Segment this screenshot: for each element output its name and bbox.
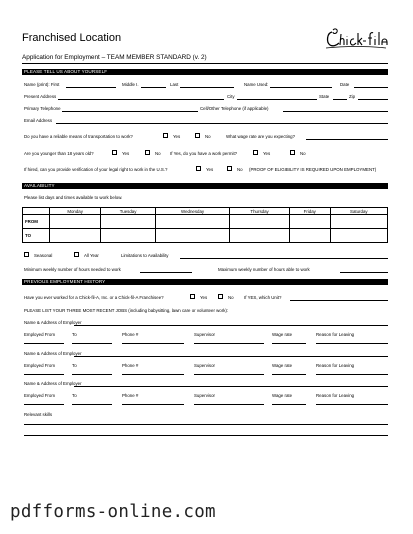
worked-no-checkbox[interactable] [218,294,223,299]
day-header: Monday [50,208,101,215]
list-jobs-instruction: PLEASE LIST YOUR THREE MOST RECENT JOBS (including babysitting, lawn care or volunteer work): [24,308,229,313]
employed-from-field[interactable] [24,404,64,405]
min-hours-label: Minimum weekly number of hours needed to work [24,267,121,272]
which-unit-label: If YES, which Unit? [244,295,282,300]
employed-from-field[interactable] [24,343,64,344]
present-address-label: Present Address [24,94,57,99]
phone-label: Phone # [122,393,139,398]
employer-name-field[interactable] [74,356,388,357]
verify-question: If hired, can you provide verification of your legal right to work in the U.S.? [24,167,168,172]
last-name-label: Last [170,82,179,87]
city-field[interactable] [237,99,317,100]
email-label: Email Address [24,118,53,123]
middle-initial-label: Middle I. [122,82,139,87]
wage-rate-field[interactable] [272,404,306,405]
from-label: FROM [23,215,50,229]
relevant-skills-label: Relevant skills [24,412,53,417]
availability-table [22,207,388,243]
day-header: Wednesday [155,208,229,215]
under18-yes-checkbox[interactable] [112,150,117,155]
proof-note: (PROOF OF ELIGIBILITY IS REQUIRED UPON EMPLOYMENT) [249,167,377,172]
wage-rate-label: Wage rate [272,363,293,368]
employer-name-label: Name & Address of Employer [24,381,82,386]
state-label: State [319,94,330,99]
limitations-label: Limitations to Availability [121,253,169,258]
supervisor-label: Supervisor [194,363,215,368]
from-cell[interactable] [289,215,330,229]
to-field[interactable] [72,404,112,405]
permit-no-label: No [300,151,306,156]
transport-question: Do you have a reliable means of transportation to work? [24,134,133,139]
reason-field[interactable] [316,374,388,375]
middle-initial-field[interactable] [141,87,166,88]
cell-phone-label: Cell/Other Telephone (if applicable) [200,106,269,111]
cell-phone-field[interactable] [283,111,388,112]
day-header: Saturday [330,208,387,215]
employed-from-field[interactable] [24,374,64,375]
page-title: Franchised Location [22,32,122,44]
employed-from-label: Employed From [24,363,55,368]
wage-rate-label: Wage rate [272,332,293,337]
corner-cell [23,208,50,215]
employed-from-label: Employed From [24,332,55,337]
to-label: To [72,393,77,398]
date-label: Date [340,82,350,87]
state-field[interactable] [333,99,347,100]
employed-from-label: Employed From [24,393,55,398]
all-year-checkbox[interactable] [74,252,79,257]
under18-yes-label: Yes [122,151,130,156]
wage-rate-field[interactable] [272,374,306,375]
to-field[interactable] [72,343,112,344]
wage-rate-label: Wage rate [272,393,293,398]
wage-expect-label: What wage rate are you expecting? [226,134,296,139]
chick-fil-a-logo [324,28,388,50]
phone-field[interactable] [122,374,184,375]
reason-label: Reason for Leaving [316,393,355,398]
employer-name-label: Name & Address of Employer [24,351,82,356]
reason-label: Reason for Leaving [316,363,355,368]
primary-phone-field[interactable] [62,111,198,112]
supervisor-label: Supervisor [194,332,215,337]
from-cell[interactable] [50,215,101,229]
max-hours-label: Maximum weekly number of hours able to work [218,267,310,272]
permit-no-checkbox[interactable] [290,150,295,155]
employer-name-field[interactable] [74,325,388,326]
relevant-skills-line[interactable] [24,435,388,436]
under18-no-label: No [155,151,161,156]
to-label: To [72,332,77,337]
present-address-field[interactable] [58,99,224,100]
reason-field[interactable] [316,404,388,405]
work-permit-question: If Yes, do you have a work permit? [170,151,238,156]
from-cell[interactable] [330,215,387,229]
to-label: TO [23,229,50,243]
verify-no-label: No [237,167,243,172]
verify-no-checkbox[interactable] [227,166,232,171]
supervisor-field[interactable] [194,343,264,344]
day-header: Tuesday [101,208,156,215]
verify-yes-checkbox[interactable] [196,166,201,171]
max-hours-field[interactable] [340,272,388,273]
transport-yes-checkbox[interactable] [163,133,168,138]
to-cell[interactable] [50,229,101,243]
seasonal-checkbox[interactable] [24,252,29,257]
seasonal-label: Seasonal [34,253,53,258]
to-field[interactable] [72,374,112,375]
worked-yes-label: Yes [200,295,208,300]
phone-field[interactable] [122,404,184,405]
first-name-label: Name (print): First [24,82,60,87]
first-name-field[interactable] [66,87,116,88]
name-used-label: Name Used: [244,82,269,87]
day-header: Friday [289,208,330,215]
permit-yes-checkbox[interactable] [253,150,258,155]
reason-field[interactable] [316,343,388,344]
to-cell[interactable] [101,229,156,243]
transport-yes-label: Yes [173,134,181,139]
phone-field[interactable] [122,343,184,344]
name-used-field[interactable] [270,87,332,88]
phone-label: Phone # [122,332,139,337]
section-header-previous: PREVIOUS EMPLOYMENT HISTORY [22,279,388,285]
to-cell[interactable] [330,229,387,243]
permit-yes-label: Yes [263,151,271,156]
relevant-skills-line[interactable] [24,424,388,425]
to-cell[interactable] [230,229,290,243]
worked-yes-checkbox[interactable] [190,294,195,299]
supervisor-field[interactable] [194,404,264,405]
employer-name-label: Name & Address of Employer [24,320,82,325]
zip-label: Zip [349,94,356,99]
transport-no-label: No [205,134,211,139]
phone-label: Phone # [122,363,139,368]
transport-no-checkbox[interactable] [195,133,200,138]
under18-question: Are you younger than 18 years old? [24,151,94,156]
last-name-field[interactable] [180,87,234,88]
section-header-availability: AVAILABILITY [22,183,388,189]
wage-expect-field[interactable] [306,139,388,140]
to-cell[interactable] [155,229,229,243]
to-cell[interactable] [289,229,330,243]
availability-instruction: Please list days and times available to work below. [24,195,123,200]
employer-name-field[interactable] [74,386,388,387]
supervisor-label: Supervisor [194,393,215,398]
divider [22,63,388,64]
reason-label: Reason for Leaving [316,332,355,337]
email-field[interactable] [56,123,388,124]
zip-field[interactable] [358,99,388,100]
worked-question: Have you ever worked for a Chick-fil-A, Inc. or a Chick-fil-A Franchisee? [24,295,164,300]
watermark-text: pdfforms-online.com [10,502,216,522]
min-hours-field[interactable] [140,272,192,273]
verify-yes-label: Yes [206,167,214,172]
wage-rate-field[interactable] [272,343,306,344]
section-header-about: PLEASE TELL US ABOUT YOURSELF [22,69,388,75]
city-label: City [227,94,235,99]
under18-no-checkbox[interactable] [145,150,150,155]
all-year-label: All Year [84,253,99,258]
form-subtitle: Application for Employment – TEAM MEMBER STANDARD (v. 2) [22,54,207,61]
limitations-field[interactable] [180,258,388,259]
supervisor-field[interactable] [194,374,264,375]
day-header: Thursday [230,208,290,215]
primary-phone-label: Primary Telephone [24,106,61,111]
which-unit-field[interactable] [290,300,388,301]
from-cell[interactable] [155,215,229,229]
from-cell[interactable] [101,215,156,229]
from-cell[interactable] [230,215,290,229]
date-field[interactable] [354,87,388,88]
to-label: To [72,363,77,368]
worked-no-label: No [228,295,234,300]
